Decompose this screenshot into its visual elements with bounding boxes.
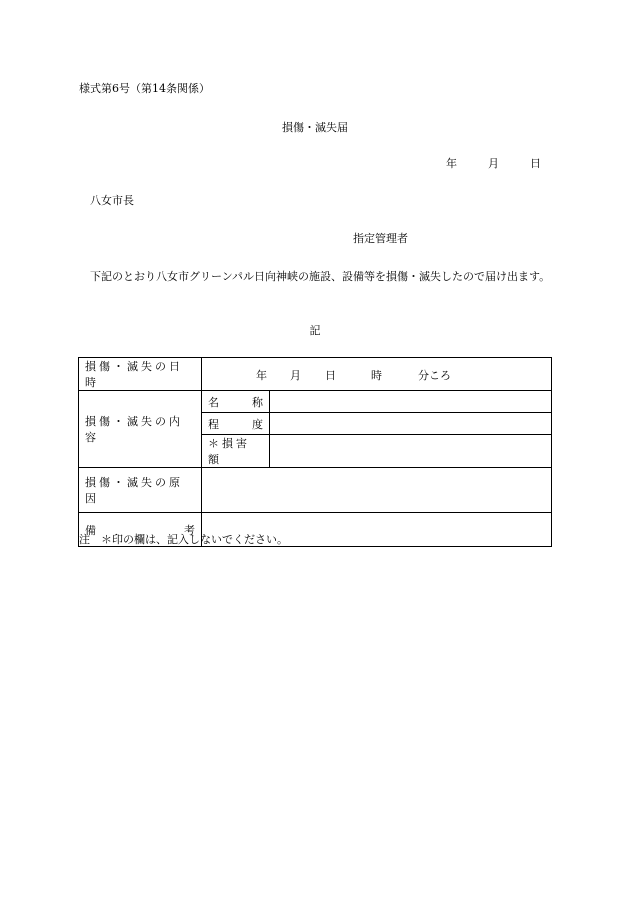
datetime-minute-unit: 分ころ <box>418 369 451 382</box>
datetime-month-unit: 月 <box>290 369 301 382</box>
datetime-year-unit: 年 <box>256 369 267 382</box>
degree-label-2: 度 <box>252 417 263 431</box>
datetime-field[interactable] <box>202 358 552 391</box>
date-day: 日 <box>530 157 541 170</box>
content-name-row <box>79 391 552 413</box>
date-year: 年 <box>446 157 457 170</box>
name-label-2: 称 <box>252 395 263 409</box>
ki-heading: 記 <box>309 324 321 337</box>
report-table <box>78 357 552 547</box>
name-label-1: 名 <box>208 395 219 409</box>
addressee: 八女市長 <box>90 194 134 207</box>
datetime-row <box>79 358 552 391</box>
cause-field[interactable] <box>202 468 552 513</box>
document-title: 損傷・滅失届 <box>282 121 348 134</box>
body-text: 下記のとおり八女市グリーンパル日向神峡の施設、設備等を損傷・滅失したので届け出ます。 <box>90 270 551 283</box>
datetime-hour-unit: 時 <box>371 369 382 382</box>
name-field[interactable] <box>270 391 552 413</box>
degree-field[interactable] <box>270 413 552 435</box>
datetime-label: 損傷・滅失の日時 <box>79 358 202 391</box>
designated-manager-label: 指定管理者 <box>353 232 408 245</box>
date-line <box>446 155 541 171</box>
datetime-day-unit: 日 <box>325 369 336 382</box>
cause-label: 損傷・滅失の原因 <box>79 468 202 513</box>
form-number: 様式第6号（第14条関係） <box>79 82 210 95</box>
name-label <box>202 391 270 413</box>
damage-amount-label: ＊損害額 <box>202 435 270 468</box>
content-label: 損傷・滅失の内容 <box>79 391 202 468</box>
remarks-label-1: 備 <box>85 523 96 537</box>
cause-row <box>79 468 552 513</box>
date-month: 月 <box>488 157 499 170</box>
damage-amount-field <box>270 435 552 468</box>
degree-label-1: 程 <box>208 417 219 431</box>
footnote: 注 ＊印の欄は、記入しないでください。 <box>79 533 288 546</box>
remarks-label-2: 考 <box>184 523 195 537</box>
degree-label <box>202 413 270 435</box>
